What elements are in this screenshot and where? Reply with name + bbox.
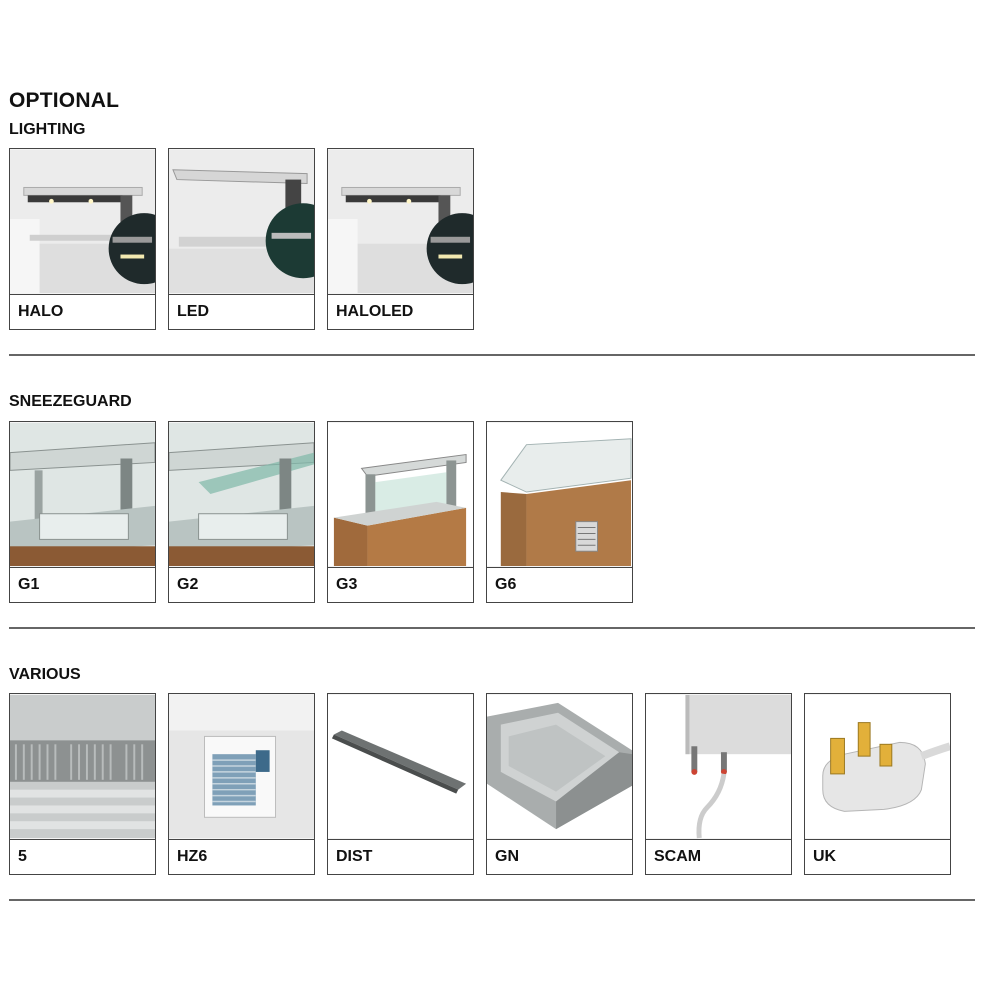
g2-sneezeguard-image [169, 422, 314, 568]
drain-valve-image [646, 694, 791, 840]
option-card-haloled[interactable] [327, 148, 474, 330]
distance-bar-image [328, 694, 473, 840]
lighting-row [9, 148, 474, 330]
option-label: G2 [177, 576, 199, 593]
g6-sneezeguard-image [487, 422, 632, 568]
option-card-uk[interactable] [804, 693, 951, 875]
refrigeration-unit-image [169, 694, 314, 840]
option-card-g3[interactable] [327, 421, 474, 603]
option-label: G1 [18, 576, 40, 593]
option-label: G3 [336, 576, 358, 593]
option-card-5[interactable] [9, 693, 156, 875]
option-label: 5 [18, 848, 27, 865]
option-card-scam[interactable] [645, 693, 792, 875]
option-label: HALOLED [336, 303, 414, 320]
option-label: LED [177, 303, 209, 320]
option-label: DIST [336, 848, 373, 865]
option-label: GN [495, 848, 519, 865]
section-label-sneezeguard: SNEEZEGUARD [9, 393, 132, 410]
option-label: HZ6 [177, 848, 208, 865]
led-light-image [169, 149, 314, 295]
option-card-g2[interactable] [168, 421, 315, 603]
grille-image [10, 694, 155, 840]
sneezeguard-row [9, 421, 633, 603]
uk-plug-image [805, 694, 950, 840]
option-card-gn[interactable] [486, 693, 633, 875]
option-label: G6 [495, 576, 517, 593]
option-card-dist[interactable] [327, 693, 474, 875]
g1-sneezeguard-image [10, 422, 155, 568]
option-card-hz6[interactable] [168, 693, 315, 875]
page-title: OPTIONAL [9, 89, 120, 112]
section-divider [9, 627, 975, 629]
g3-sneezeguard-image [328, 422, 473, 568]
halo-light-image [10, 149, 155, 295]
various-row [9, 693, 951, 875]
option-card-led[interactable] [168, 148, 315, 330]
gastronorm-pan-image [487, 694, 632, 840]
section-divider [9, 899, 975, 901]
section-divider [9, 354, 975, 356]
option-card-halo[interactable] [9, 148, 156, 330]
option-card-g1[interactable] [9, 421, 156, 603]
section-label-various: VARIOUS [9, 666, 81, 683]
option-label: UK [813, 848, 837, 865]
option-label: SCAM [654, 848, 702, 865]
haloled-light-image [328, 149, 473, 295]
option-card-g6[interactable] [486, 421, 633, 603]
option-label: HALO [18, 303, 64, 320]
section-label-lighting: LIGHTING [9, 121, 86, 138]
